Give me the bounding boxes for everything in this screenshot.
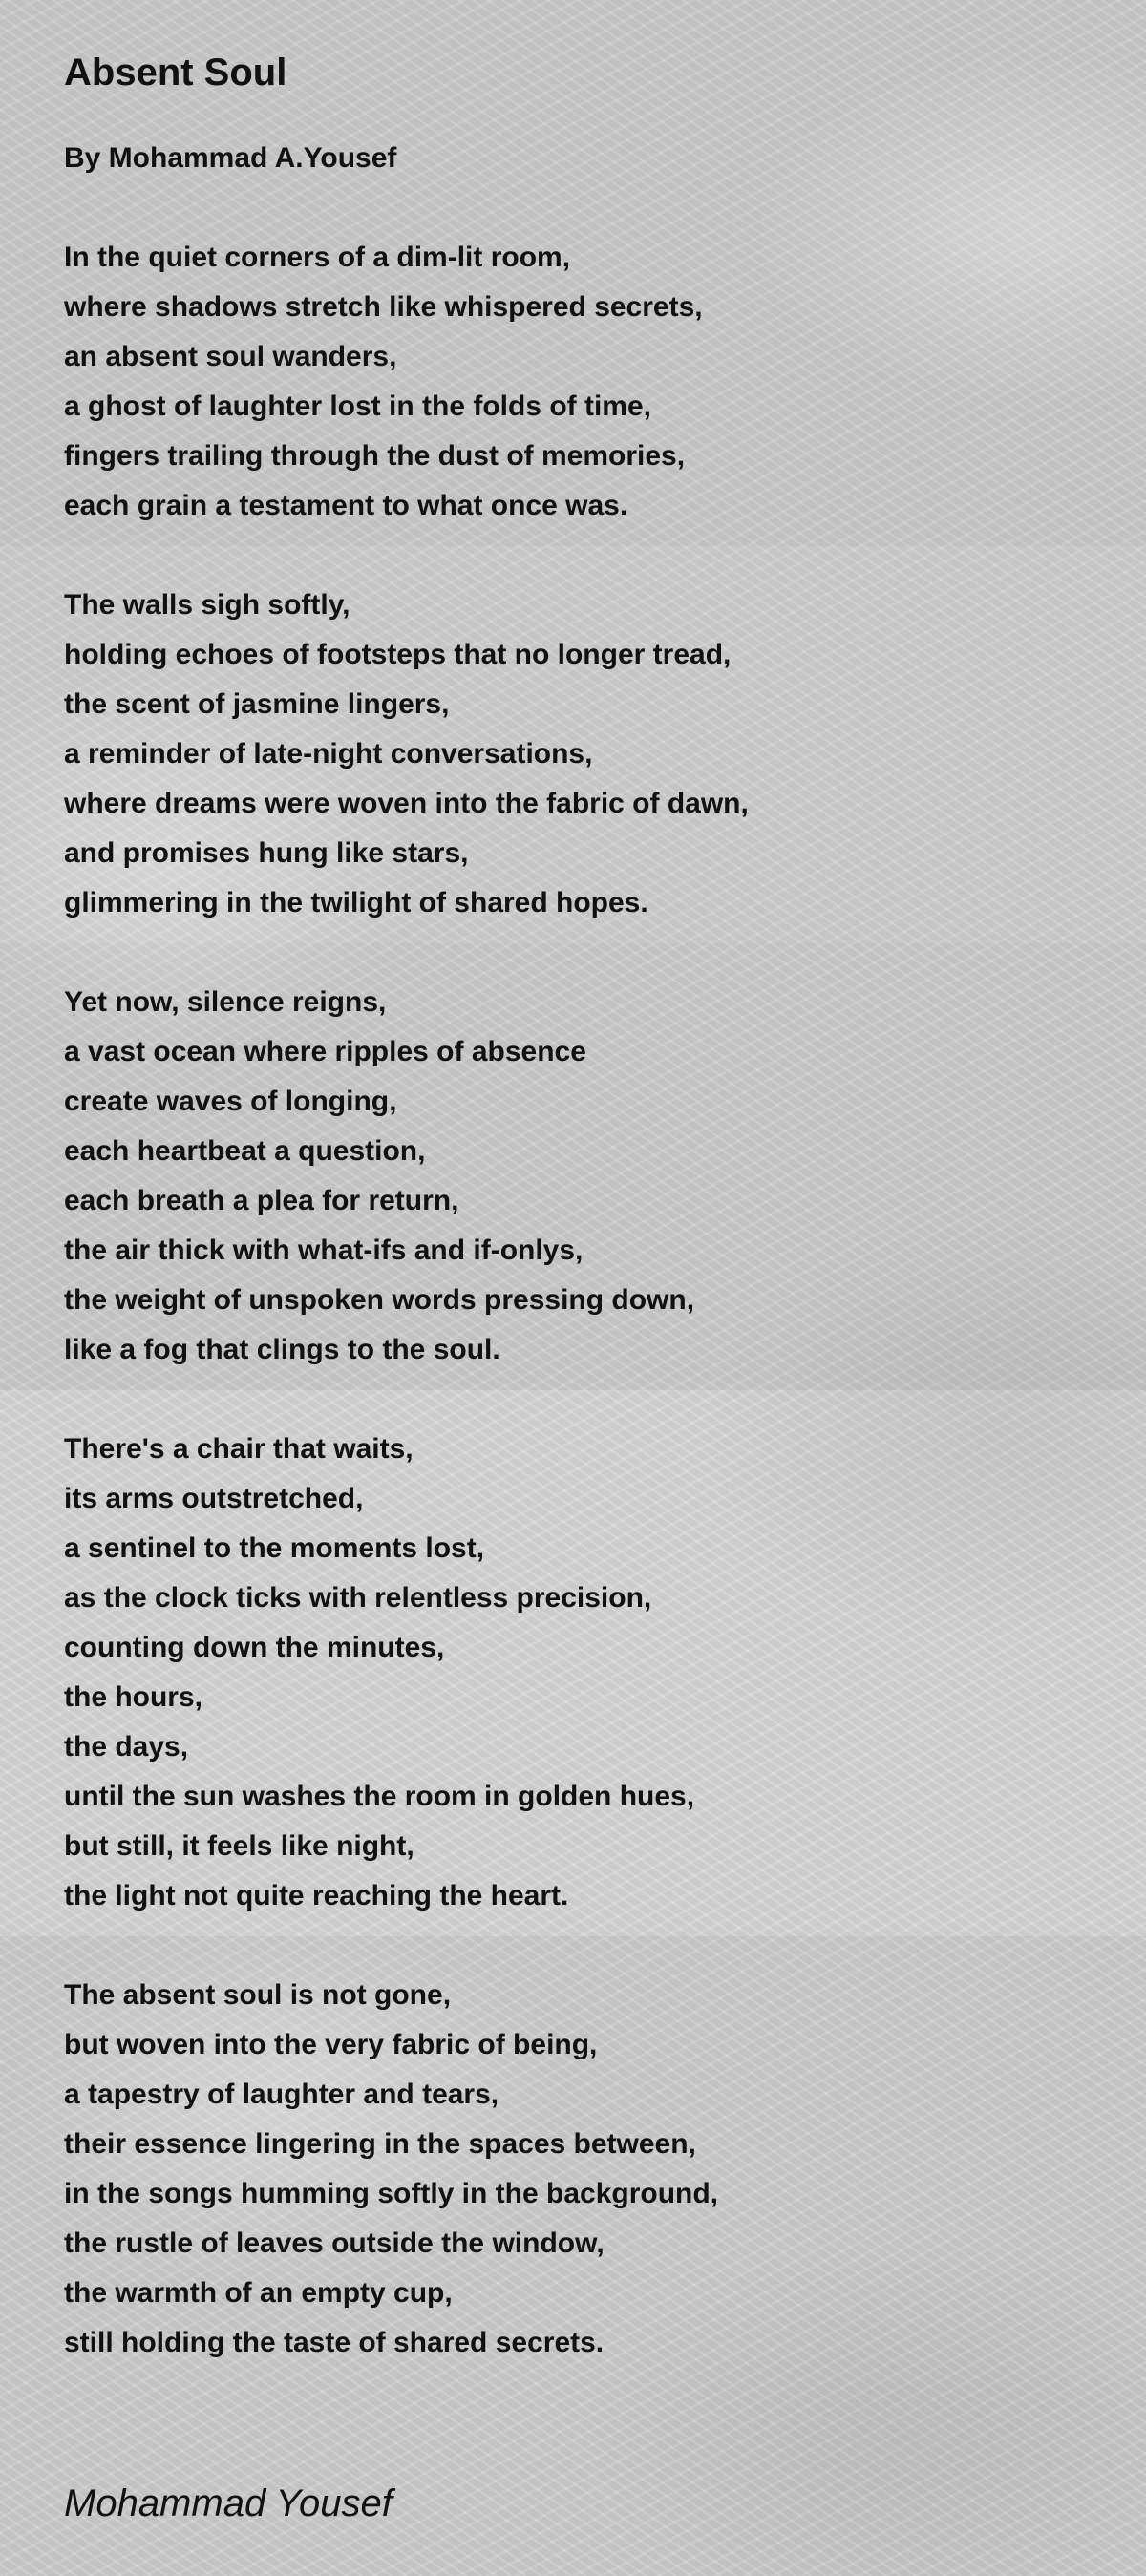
poem-line: the air thick with what-ifs and if-onlys, [64, 1235, 584, 1266]
poem-line: the hours, [64, 1681, 203, 1713]
poem-line: fingers trailing through the dust of memories, [64, 440, 686, 472]
poem-line: where dreams were woven into the fabric of dawn, [64, 788, 749, 819]
poem-line: create waves of longing, [64, 1086, 397, 1117]
poem-line: as the clock ticks with relentless precision, [64, 1582, 652, 1614]
poem-line: each heartbeat a question, [64, 1135, 426, 1167]
poem-line: but still, it feels like night, [64, 1830, 414, 1862]
poem-title: Absent Soul [64, 52, 287, 94]
poem-line: a ghost of laughter lost in the folds of time, [64, 391, 651, 422]
poem-line: in the songs humming softly in the background, [64, 2178, 719, 2209]
poem-line: their essence lingering in the spaces between, [64, 2128, 696, 2160]
poem-line: the light not quite reaching the heart. [64, 1880, 569, 1911]
poem-stanza [64, 233, 1095, 531]
poem-line: the days, [64, 1731, 189, 1763]
poem-content [64, 46, 1095, 2418]
poem-line: the weight of unspoken words pressing down, [64, 1284, 695, 1316]
poem-line: a sentinel to the moments lost, [64, 1532, 485, 1564]
poem-line: an absent soul wanders, [64, 341, 397, 372]
author-signature: Mohammad Yousef [64, 2482, 393, 2524]
poem-line: glimmering in the twilight of shared hopes. [64, 887, 648, 918]
poem-stanzas [64, 233, 1095, 2368]
poem-stanza [64, 978, 1095, 1375]
poem-line: but woven into the very fabric of being, [64, 2029, 598, 2060]
poem-stanza [64, 581, 1095, 928]
poem-line: Yet now, silence reigns, [64, 986, 387, 1018]
poem-line: There's a chair that waits, [64, 1433, 414, 1465]
poem-stanza [64, 1971, 1095, 2368]
poem-line: until the sun washes the room in golden hues, [64, 1781, 695, 1812]
poem-line: In the quiet corners of a dim-lit room, [64, 242, 571, 273]
poem-stanza [64, 1425, 1095, 1921]
poem-line: The absent soul is not gone, [64, 1979, 452, 2011]
poem-line: the scent of jasmine lingers, [64, 688, 450, 720]
poem-line: each breath a plea for return, [64, 1185, 459, 1216]
poem-line: a vast ocean where ripples of absence [64, 1036, 586, 1067]
poem-line: The walls sigh softly, [64, 589, 350, 621]
poem-line: like a fog that clings to the soul. [64, 1334, 500, 1365]
poem-line: still holding the taste of shared secrets. [64, 2327, 605, 2358]
poem-line: the warmth of an empty cup, [64, 2277, 453, 2309]
poem-line: a tapestry of laughter and tears, [64, 2079, 499, 2110]
poem-line: holding echoes of footsteps that no longer tread, [64, 639, 732, 670]
poem-line: the rustle of leaves outside the window, [64, 2228, 605, 2259]
poem-line: its arms outstretched, [64, 1483, 364, 1514]
poem-line: and promises hung like stars, [64, 837, 469, 869]
poem-line: counting down the minutes, [64, 1632, 445, 1663]
poem-line: where shadows stretch like whispered secrets, [64, 291, 703, 323]
poem-line: each grain a testament to what once was. [64, 490, 628, 521]
poem-byline: By Mohammad A.Yousef [64, 142, 397, 174]
poem-line: a reminder of late-night conversations, [64, 738, 593, 770]
